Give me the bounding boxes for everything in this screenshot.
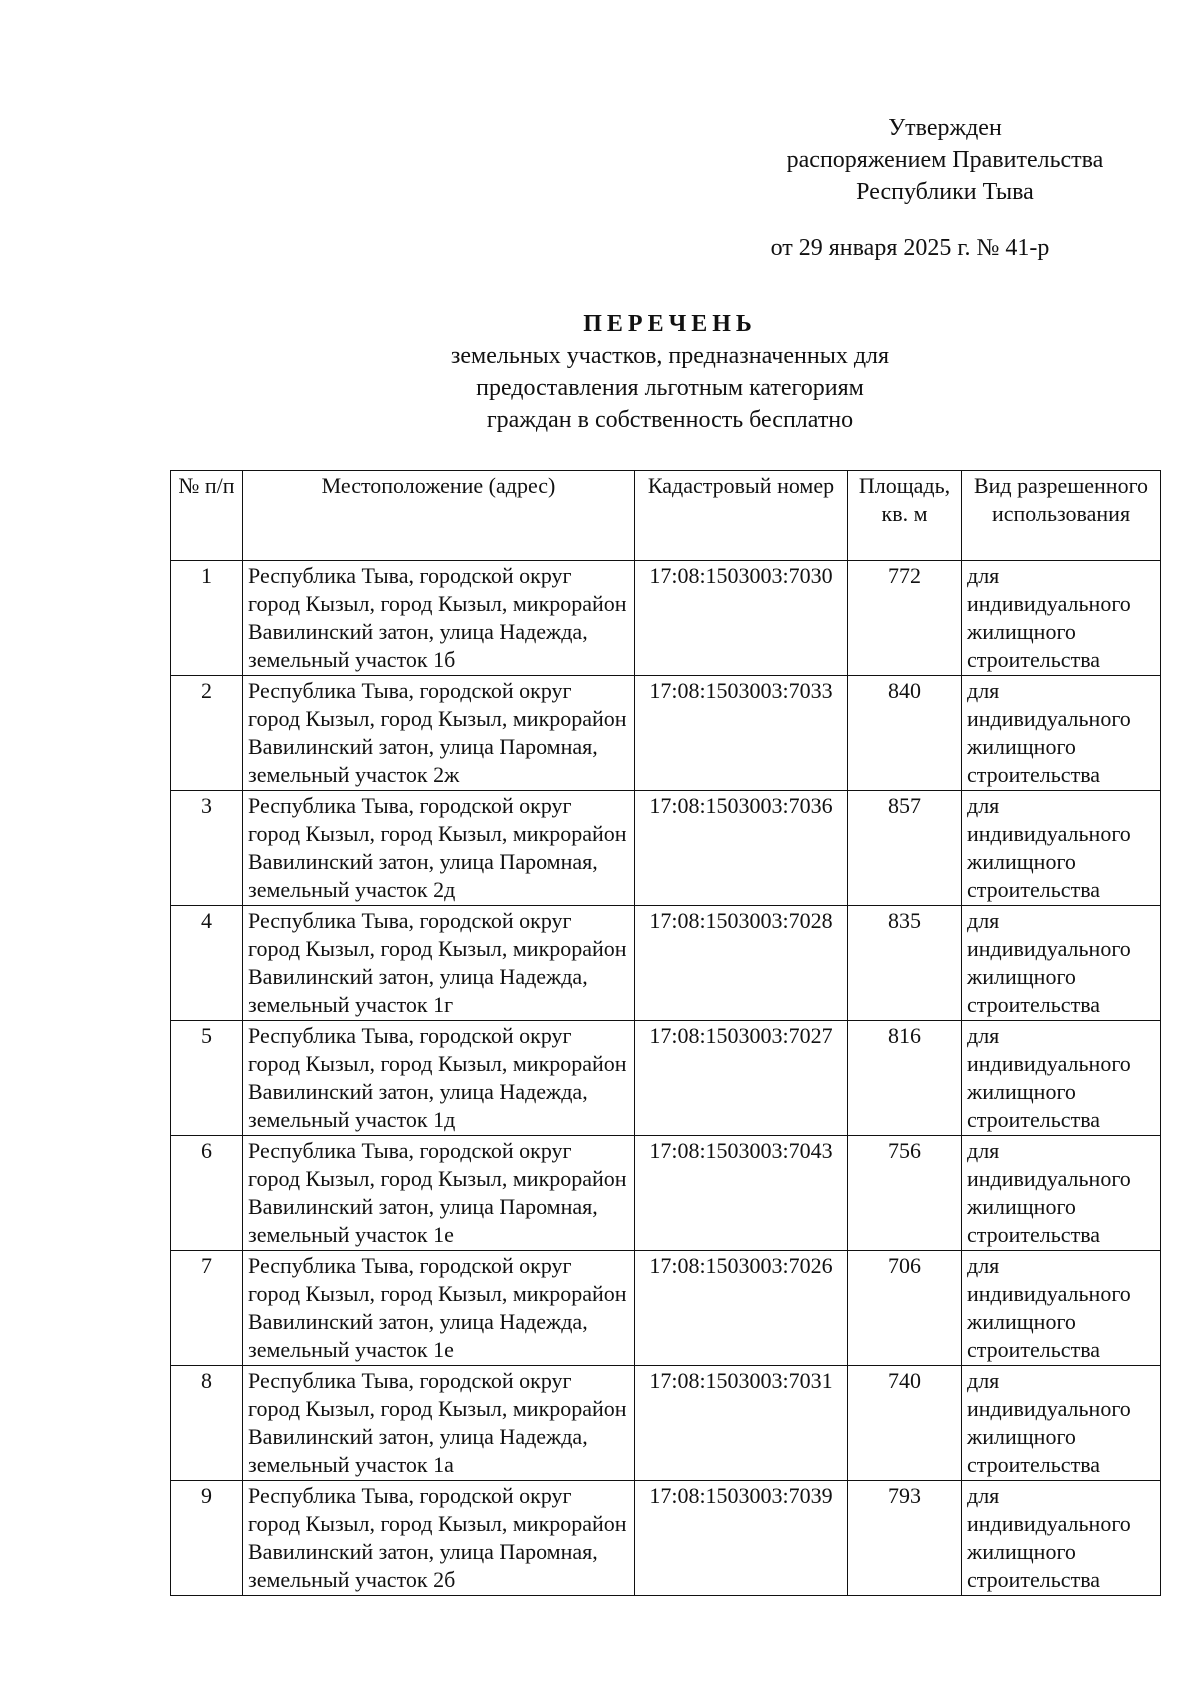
row-cadastral-number: 17:08:1503003:7026	[635, 1251, 848, 1366]
table-header-row	[171, 471, 1161, 561]
column-header-cadastral: Кадастровый номер	[635, 471, 848, 561]
row-area: 857	[848, 791, 962, 906]
row-permitted-use: для индивидуального жилищного строительства	[962, 1366, 1161, 1481]
column-header-address: Местоположение (адрес)	[243, 471, 635, 561]
row-permitted-use: для индивидуального жилищного строительства	[962, 1021, 1161, 1136]
row-cadastral-number: 17:08:1503003:7039	[635, 1481, 848, 1596]
row-permitted-use: для индивидуального жилищного строительства	[962, 791, 1161, 906]
row-area: 835	[848, 906, 962, 1021]
row-permitted-use: для индивидуального жилищного строительства	[962, 1136, 1161, 1251]
row-area: 740	[848, 1366, 962, 1481]
row-number: 1	[171, 561, 243, 676]
row-cadastral-number: 17:08:1503003:7027	[635, 1021, 848, 1136]
approval-line: Утвержден	[888, 115, 1002, 141]
table-row	[171, 1021, 1161, 1136]
row-number: 9	[171, 1481, 243, 1596]
row-address: Республика Тыва, городской округ город Кызыл, город Кызыл, микрорайон Вавилинский затон, улица Надежда, земельный участок 1е	[243, 1251, 635, 1366]
row-address: Республика Тыва, городской округ город Кызыл, город Кызыл, микрорайон Вавилинский затон, улица Надежда, земельный участок 1д	[243, 1021, 635, 1136]
row-address: Республика Тыва, городской округ город Кызыл, город Кызыл, микрорайон Вавилинский затон, улица Надежда, земельный участок 1а	[243, 1366, 635, 1481]
row-permitted-use: для индивидуального жилищного строительства	[962, 676, 1161, 791]
row-address: Республика Тыва, городской округ город Кызыл, город Кызыл, микрорайон Вавилинский затон, улица Надежда, земельный участок 1г	[243, 906, 635, 1021]
row-area: 756	[848, 1136, 962, 1251]
approval-line: распоряжением Правительства	[786, 147, 1104, 173]
column-header-use: Вид разрешенного использования	[962, 471, 1161, 561]
approval-line: Республики Тыва	[856, 179, 1034, 205]
row-cadastral-number: 17:08:1503003:7036	[635, 791, 848, 906]
subtitle-line: граждан в собственность бесплатно	[486, 407, 854, 433]
row-cadastral-number: 17:08:1503003:7043	[635, 1136, 848, 1251]
subtitle-line: земельных участков, предназначенных для	[450, 343, 890, 369]
table-row	[171, 1251, 1161, 1366]
row-address: Республика Тыва, городской округ город Кызыл, город Кызыл, микрорайон Вавилинский затон, улица Надежда, земельный участок 1б	[243, 561, 635, 676]
document-subtitle	[290, 340, 1050, 436]
column-header-number: № п/п	[171, 471, 243, 561]
row-permitted-use: для индивидуального жилищного строительства	[962, 1251, 1161, 1366]
row-number: 7	[171, 1251, 243, 1366]
table-row	[171, 1481, 1161, 1596]
row-area: 772	[848, 561, 962, 676]
document-title: ПЕРЕЧЕНЬ	[583, 311, 757, 337]
row-address: Республика Тыва, городской округ город Кызыл, город Кызыл, микрорайон Вавилинский затон, улица Паромная, земельный участок 2ж	[243, 676, 635, 791]
row-address: Республика Тыва, городской округ город Кызыл, город Кызыл, микрорайон Вавилинский затон, улица Паромная, земельный участок 1е	[243, 1136, 635, 1251]
row-number: 3	[171, 791, 243, 906]
table-row	[171, 791, 1161, 906]
row-area: 793	[848, 1481, 962, 1596]
approval-stamp	[745, 112, 1145, 208]
row-number: 5	[171, 1021, 243, 1136]
table-row	[171, 676, 1161, 791]
row-area: 816	[848, 1021, 962, 1136]
row-permitted-use: для индивидуального жилищного строительства	[962, 1481, 1161, 1596]
row-number: 2	[171, 676, 243, 791]
approval-date: от 29 января 2025 г. № 41-р	[770, 235, 1050, 261]
row-address: Республика Тыва, городской округ город Кызыл, город Кызыл, микрорайон Вавилинский затон, улица Паромная, земельный участок 2д	[243, 791, 635, 906]
row-cadastral-number: 17:08:1503003:7033	[635, 676, 848, 791]
land-plots-table	[170, 470, 1161, 1596]
row-number: 8	[171, 1366, 243, 1481]
row-number: 6	[171, 1136, 243, 1251]
row-cadastral-number: 17:08:1503003:7031	[635, 1366, 848, 1481]
column-header-area: Площадь, кв. м	[848, 471, 962, 561]
table-row	[171, 906, 1161, 1021]
table-row	[171, 561, 1161, 676]
row-area: 840	[848, 676, 962, 791]
row-area: 706	[848, 1251, 962, 1366]
table-row	[171, 1136, 1161, 1251]
table-row	[171, 1366, 1161, 1481]
row-permitted-use: для индивидуального жилищного строительства	[962, 561, 1161, 676]
row-number: 4	[171, 906, 243, 1021]
subtitle-line: предоставления льготным категориям	[476, 375, 864, 401]
row-cadastral-number: 17:08:1503003:7028	[635, 906, 848, 1021]
row-cadastral-number: 17:08:1503003:7030	[635, 561, 848, 676]
row-permitted-use: для индивидуального жилищного строительства	[962, 906, 1161, 1021]
row-address: Республика Тыва, городской округ город Кызыл, город Кызыл, микрорайон Вавилинский затон, улица Паромная, земельный участок 2б	[243, 1481, 635, 1596]
